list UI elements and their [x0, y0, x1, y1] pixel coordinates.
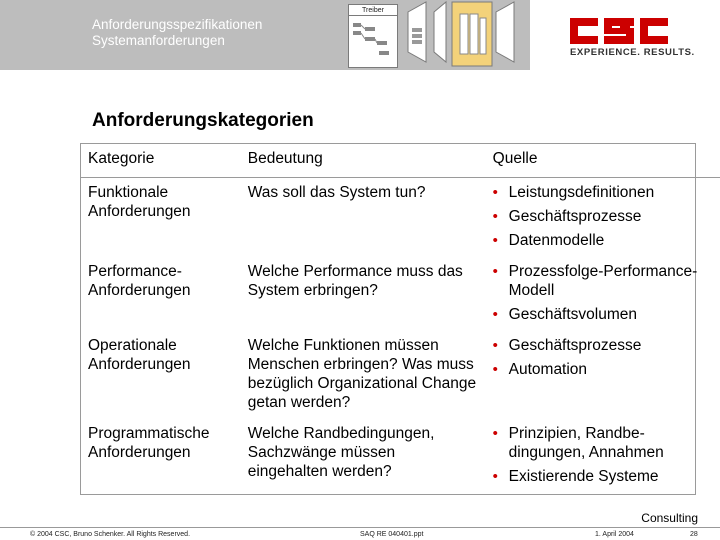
- list-item-text: Leistungsdefinitionen: [508, 184, 655, 201]
- cell-bedeutung: Welche Funktionen müssen Menschen erbringen? Was muss bezüglich Organizational Change getan werden?: [247, 337, 477, 411]
- list-item: [493, 424, 714, 462]
- quelle-list: [493, 336, 714, 379]
- bullet-icon: •: [492, 263, 498, 280]
- list-item-text: Prozessfolge-Performance-Modell: [508, 263, 698, 299]
- footer-divider: [0, 527, 720, 528]
- bullet-icon: •: [492, 306, 498, 323]
- list-item-text: Geschäftsprozesse: [508, 337, 642, 354]
- bullet-icon: •: [492, 468, 498, 485]
- header-title-line1: Anforderungsspezifikationen: [92, 17, 263, 32]
- list-item-text: Prinzipien, Randbe-dingungen, Annahmen: [508, 425, 664, 461]
- list-item: [493, 262, 714, 300]
- list-item-text: Existierende Systeme: [508, 468, 659, 485]
- list-item-text: Geschäftsprozesse: [508, 208, 642, 225]
- table-row: [80, 331, 720, 419]
- footer-consulting: Consulting: [641, 511, 698, 525]
- categories-table: [80, 143, 720, 493]
- footer-file: SAQ RE 040401.ppt: [360, 531, 424, 538]
- header-quelle: Quelle: [485, 143, 720, 178]
- cell-kategorie: Programmatische Anforderungen: [88, 425, 210, 461]
- footer-copyright: © 2004 CSC, Bruno Schenker. All Rights Reserved.: [30, 531, 191, 538]
- bullet-icon: •: [492, 337, 498, 354]
- list-item-text: Geschäftsvolumen: [508, 306, 638, 323]
- bullet-icon: •: [492, 184, 498, 201]
- quelle-list: [493, 262, 714, 324]
- cell-kategorie: Performance-Anforderungen: [88, 263, 191, 299]
- logo-tagline: EXPERIENCE. RESULTS.: [570, 47, 695, 58]
- treiber-label: Treiber: [349, 6, 397, 16]
- list-item-text: Automation: [508, 361, 588, 378]
- bullet-icon: •: [492, 361, 498, 378]
- list-item: [493, 467, 714, 486]
- quelle-list: [493, 424, 714, 486]
- table-row: [80, 419, 720, 493]
- list-item: [493, 207, 714, 226]
- header-band: [0, 0, 720, 70]
- footer-date: 1. April 2004: [595, 531, 634, 538]
- table-header-row: [80, 143, 720, 178]
- list-item: [493, 183, 714, 202]
- list-item: [493, 336, 714, 355]
- page-title: Anforderungskategorien: [92, 110, 314, 131]
- treiber-thumbnail: [348, 4, 398, 68]
- header-title: [92, 17, 262, 49]
- bullet-icon: •: [492, 425, 498, 442]
- books-thumbnail-icon: [400, 0, 530, 70]
- cell-kategorie: Operationale Anforderungen: [88, 337, 191, 373]
- bullet-icon: •: [492, 208, 498, 225]
- table-row: [80, 257, 720, 331]
- cell-bedeutung: Welche Performance muss das System erbringen?: [247, 263, 463, 299]
- footer-page-number: 28: [690, 531, 698, 538]
- quelle-list: [493, 183, 714, 250]
- list-item-text: Datenmodelle: [508, 232, 605, 249]
- cell-quelle: [485, 257, 720, 331]
- bullet-icon: •: [492, 232, 498, 249]
- list-item: [493, 305, 714, 324]
- header-title-line2: Systemanforderungen: [92, 33, 225, 48]
- cell-bedeutung: Was soll das System tun?: [247, 184, 426, 201]
- diagram-thumbnail-icon: [349, 15, 397, 67]
- header-bedeutung: Bedeutung: [240, 143, 485, 178]
- cell-quelle: [485, 419, 720, 493]
- cell-kategorie: Funktionale Anforderungen: [88, 184, 191, 220]
- cell-quelle: [485, 331, 720, 419]
- list-item: [493, 231, 714, 250]
- cell-bedeutung: Welche Randbedingungen, Sachzwänge müssen eingehalten werden?: [247, 425, 435, 480]
- header-kategorie: Kategorie: [80, 143, 240, 178]
- list-item: [493, 360, 714, 379]
- cell-quelle: [485, 178, 720, 258]
- table-row: [80, 178, 720, 258]
